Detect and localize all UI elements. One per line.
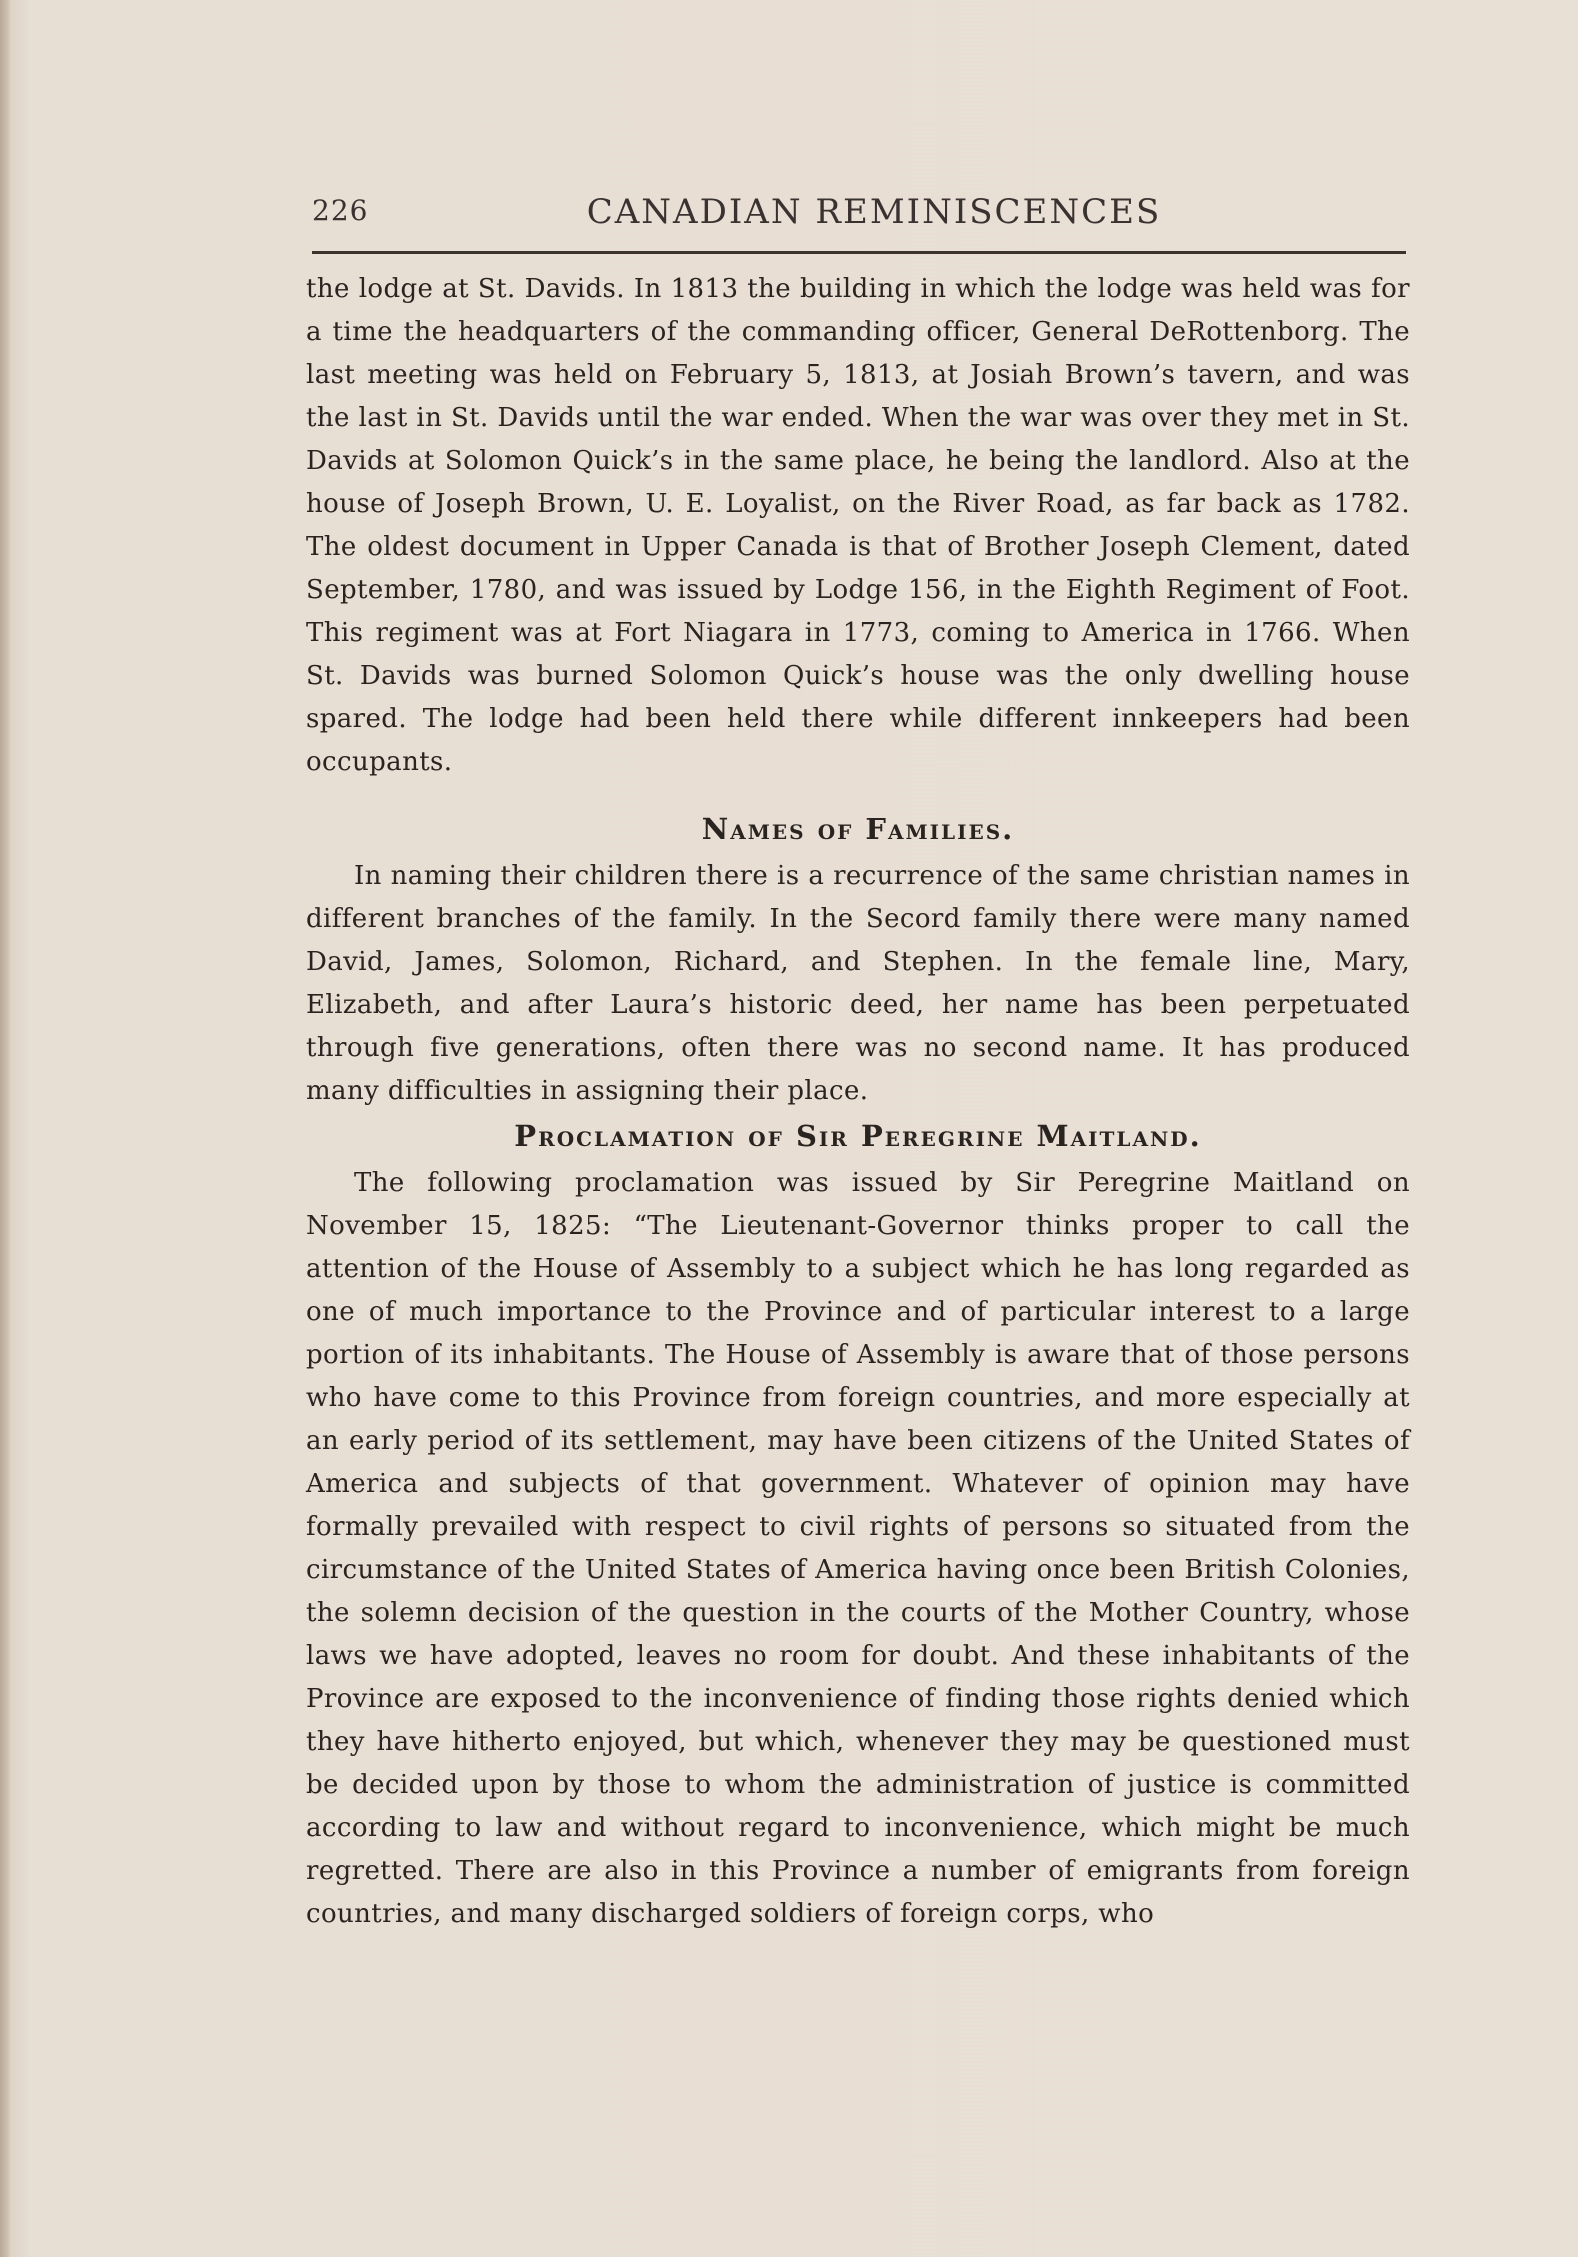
page-number: 226 [312, 194, 369, 227]
header-rule [312, 251, 1406, 254]
paragraph-lodge: the lodge at St. Davids. In 1813 the building in which the lodge was held was for a time the headquarters of the commanding officer, General DeRottenborg. The last meeting was held on February 5, 1813, at Josiah Brown’s tavern, and was the last in St. Davids until the war ended. When the war was over they met in St. Davids at Solomon Quick’s in the same place, he being the landlord. Also at the house of Joseph Brown, U. E. Loyalist, on the River Road, as far back as 1782. The oldest document in Upper Canada is that of Brother Joseph Clement, dated September, 1780, and was issued by Lodge 156, in the Eighth Regiment of Foot. This regiment was at Fort Niagara in 1773, coming to America in 1766. When St. Davids was burned Solomon Quick’s house was the only dwelling house spared. The lodge had been held there while different innkeepers had been occupants. [306, 274, 1410, 777]
binding-edge [0, 0, 12, 2257]
running-head: CANADIAN REMINISCENCES [586, 192, 1162, 232]
section-heading-names-of-families: Names of Families. [701, 812, 1015, 846]
paragraph-proclamation: The following proclamation was issued by Sir Peregrine Maitland on November 15, 1825: “The Lieutenant-Governor thinks proper to call the attention of the House of Assembly to a subject which he has long regarded as one of much importance to the Province and of particular interest to a large portion of its inhabitants. The House of Assembly is aware that of those persons who have come to this Province from foreign countries, and more especially at an early period of its settlement, may have been citizens of the United States of America and subjects of that government. Whatever of opinion may have formally prevailed with respect to civil rights of persons so situated from the circumstance of the United States of America having once been British Colonies, the solemn decision of the question in the courts of the Mother Country, whose laws we have adopted, leaves no room for doubt. And these inhabitants of the Province are exposed to the inconvenience of finding those rights denied which they have hitherto enjoyed, but which, whenever they may be questioned must be decided upon by those to whom the administration of justice is committed according to law and without regard to inconvenience, which might be much regretted. There are also in this Province a number of emigrants from foreign countries, and many discharged soldiers of foreign corps, who [306, 1168, 1410, 1929]
section-heading-proclamation: Proclamation of Sir Peregrine Maitland. [514, 1119, 1202, 1153]
paragraph-names-of-families: In naming their children there is a recurrence of the same christian names in different branches of the family. In the Secord family there were many named David, James, Solomon, Richard, and Stephen. In the female line, Mary, Elizabeth, and after Laura’s historic deed, her name has been perpetuated through five generations, often there was no second name. It has produced many difficulties in assigning their place. [306, 861, 1410, 1106]
page-header [312, 192, 1406, 242]
body-text [306, 268, 1410, 1936]
